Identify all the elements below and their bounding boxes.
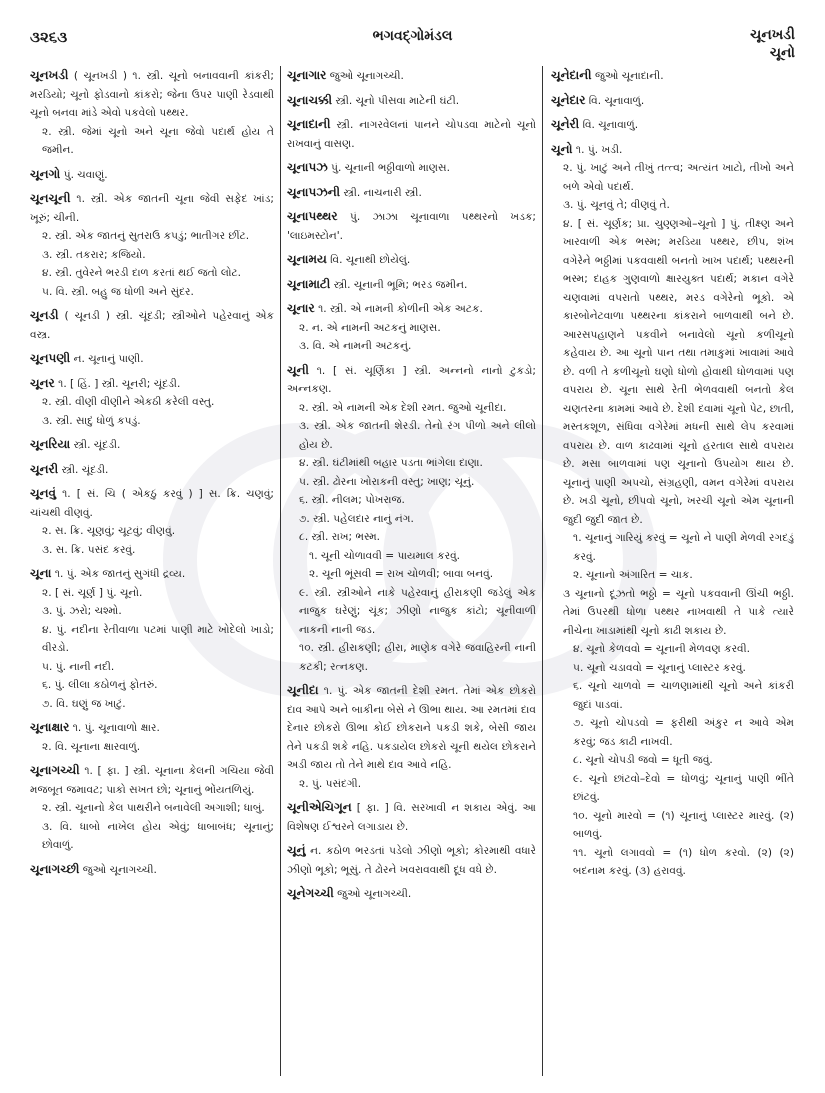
entry-sense [30, 412, 274, 431]
headword: ચૂનાપઝની [287, 184, 341, 199]
entry-sense [551, 770, 794, 807]
entry-sense [551, 529, 794, 566]
definition-text: પું. ચવાણું. [63, 168, 108, 181]
definition-text: ( ચૂનડી ) સ્ત્રી. ચૂંદડી; સ્ત્રીઓને પહેરવાનું એક વસ્ત્ર. [30, 310, 274, 341]
dictionary-entry [30, 306, 274, 344]
entry-sense [287, 473, 536, 492]
dictionary-entry [30, 718, 274, 756]
definition-text: ૭. સ્ત્રી. પહેલદાર નાનું નંગ. [299, 512, 414, 525]
entry-first-line [30, 165, 274, 185]
entry-sense [287, 547, 536, 566]
entry-first-line [287, 884, 536, 904]
definition-text: ૨. ચૂની ભૂંસવી = રાખ ચોળવી; બાવા બનવું. [309, 568, 494, 580]
definition-text: ૮. ચૂનો ચોપડી જવો = ધૂતી જવું. [573, 754, 713, 766]
dictionary-entry [551, 115, 794, 135]
entry-first-line [30, 761, 274, 799]
headword: ચૂનેગચ્ચી [287, 886, 334, 900]
definition-text: જુઓ ચૂનાગચ્ચી. [337, 888, 412, 900]
definition-text: ૧૦. સ્ત્રી. હીરાકણી; હીરા, માણેક વગેરે જવાહિરની નાની કટકી; રત્નકણ. [299, 642, 536, 673]
entry-first-line [551, 91, 794, 111]
entry-sense [287, 491, 536, 510]
definition-text: સ્ત્રી. ચૂનો પીસવા માટેની ઘંટી. [335, 94, 460, 107]
entry-first-line [30, 189, 274, 227]
definition-text: ૩. સ્ત્રી. તકરાર; કજિયો. [42, 248, 146, 261]
entry-sense [287, 319, 536, 338]
headword: ચૂનેદાની [551, 68, 592, 82]
definition-text: ૨. સ્ત્રી. એક જાતનું સુતરાઉ કપડું; ભાતીગર છીંટ. [42, 230, 250, 242]
definition-text: ૧. [ સં. ચિ ( એકઠું કરવું ) ] સ. ક્રિ. ચણવું; ચાંચથી વીણવું. [30, 488, 274, 519]
entry-sense [551, 640, 794, 659]
entry-first-line [287, 798, 536, 836]
entry-first-line [30, 374, 274, 394]
headword: ચૂનાર [287, 301, 315, 315]
definition-text: ૩. વિ. એ નામની અટકનું. [299, 340, 412, 352]
entry-sense [30, 227, 274, 246]
entry-sense [30, 799, 274, 818]
definition-text: ૨. પું. પસંદગી. [299, 777, 362, 790]
definition-text: ૧૧. ચૂનો લગાવવો = (૧) ધોળ કરવો. (૨) (૨) બદનામ કરવું. (૩) હરાવવું. [573, 846, 794, 877]
definition-text: ન. કઠોળ ભરડતાં પડેલો ઝીણો ભૂકો; કોરમાથી વધારે ઝીણો ભૂકો; ભૂસું. તે ઢોરને ખવરાવવાથી દૂધ વધે છે. [287, 845, 536, 876]
definition-text: ૩. વિ. ધાબો નાખેલ હોય એવું; ધાબાબંધ; ચૂનાનું; છોવાળું. [42, 820, 274, 851]
dictionary-entry [287, 250, 536, 270]
entry-sense [30, 264, 274, 283]
entry-first-line [287, 91, 536, 111]
entry-sense [30, 522, 274, 541]
definition-text: [ ફા. ] વિ. સરખાવી ન શકાય એવું. આ વિશેષણ ઈશ્વરને લગાડાય છે. [287, 802, 537, 833]
entry-sense [30, 283, 274, 302]
definition-text: ૪. સ્ત્રી. તુવેરને ભરડી દાળ કરતાં થઈ જતો લોટ. [42, 267, 242, 279]
dictionary-entry [551, 140, 794, 881]
dictionary-entry [30, 484, 274, 559]
guide-words [750, 26, 795, 62]
entry-first-line [30, 564, 274, 584]
entry-sense [30, 602, 274, 621]
entry-first-line [551, 140, 794, 160]
entry-first-line [551, 115, 794, 135]
headword: ચૂનાપથ્થર [287, 209, 338, 223]
entry-sense [287, 399, 536, 418]
page-header [0, 0, 825, 62]
entry-sense [30, 738, 274, 757]
headword: ચૂનાગાર [287, 68, 327, 82]
definition-text: સ્ત્રી. ચૂંદડી. [61, 463, 109, 476]
entry-sense [30, 658, 274, 677]
entry-sense [551, 677, 794, 714]
column-1 [30, 66, 280, 1076]
entry-first-line [30, 860, 274, 880]
entry-sense [30, 621, 274, 658]
dictionary-entry [287, 884, 536, 904]
entry-sense [287, 454, 536, 473]
entry-first-line [287, 250, 536, 270]
entry-sense [30, 541, 274, 560]
entry-first-line [30, 306, 274, 344]
dictionary-entry [30, 564, 274, 713]
definition-text: ન. ચૂનાનું પાણી. [73, 353, 144, 365]
entry-sense [287, 775, 536, 794]
dictionary-entry [30, 435, 274, 455]
definition-text: જુઓ ચૂનાગચ્ચી. [329, 70, 404, 82]
definition-text: ૧. [ હિં. ] સ્ત્રી. ચૂનરી; ચૂંદડી. [58, 377, 181, 390]
definition-text: ૨. સ. ક્રિ. ચૂણવું; ચૂટવું; વીણવું. [42, 525, 176, 537]
headword: ચૂનાગચ્છી [30, 861, 80, 876]
definition-text: ૨. વિ. ચૂનાના ક્ષારવાળું. [42, 740, 141, 753]
dictionary-entry [551, 66, 794, 86]
definition-text: ૪. ચૂનો કેળવવો = ચૂનાની મેળવણ કરવી. [573, 643, 751, 655]
definition-text: ૪. [ સં. ચૂર્ણક; પ્રા. ચુણ્ણઓ–ચૂનો ] પું. તીક્ષ્ણ અને ખારવાળી એક ભસ્મ; મરડિયા પથ્થર, છીપ, શંખ વગેરેને ભઠ્ઠીમાં પકવવાથી બનતો ખાખ પદાર્થ; પથ્થરની ભસ્મ; દાહક ગુણવાળો ક્ષારયુક્ત પદાર્થ; મકાન વગેરે ચણવામાં વપરાતો પથ્થર, મરડ વગેરેનો ભૂકો. એ કારબોનેટવાળા પથ્થરના કાંકરાને બાળવાથી બને છે. આરસપહાણને પકવીને બનાવેલો ચૂનો કળીચૂનો કહેવાય છે. આ ચૂનો પાન તથા તમાકુમાં ખાવામાં આવે છે. વળી તે કળીચૂનો ઘણો ધોળો હોવાથી ધોળવામાં પણ વપરાય છે. ચૂના સાથે રેતી ભેળવવાથી બનતો કેલ ચણતરના કામમાં આવે છે. દેશી દવામાં ચૂનો પેટ, છાતી, મસ્તકશૂળ, સંધિવા વગેરેમાં મધની સાથે લેપ કરવામાં વપરાય છે. વાળ કાઢવામાં ચૂનો હરતાલ સાથે વપરાય છે. મસા બાળવામાં પણ ચૂનાનો ઉપયોગ થાય છે. ચૂનાનું પાણી અપચો, સંગ્રહણી, વમન વગેરેમાં વપરાય છે. ખડી ચૂનો, છીપવો ચૂનો, ખરચી ચૂનો એમ ચૂનાની જુદી જુદી જાત છે. [563, 217, 794, 526]
entry-first-line [30, 66, 274, 123]
definition-text: ૭. વિ. ઘણું જ ખાટું. [42, 697, 126, 710]
entry-first-line [287, 183, 536, 203]
dictionary-entry [551, 91, 794, 111]
definition-text: ૫. પું. નાની નદી. [42, 660, 115, 673]
dictionary-entry [287, 183, 536, 203]
headword: ચૂનાક્ષાર [30, 720, 70, 734]
definition-text: ૩. સ. ક્રિ. પસંદ કરવું. [42, 543, 136, 556]
dictionary-entry [30, 66, 274, 160]
headword: ચૂનવું [30, 486, 57, 500]
definition-text: ૧. પું. એક જાતનું સુગંધી દ્રવ્ય. [54, 568, 186, 580]
headword: ચૂનર [30, 375, 55, 390]
entry-sense [551, 751, 794, 770]
dictionary-entry [287, 361, 536, 677]
entry-first-line [30, 435, 274, 455]
definition-text: ૭. ચૂનો ચોપડવો = ફરીથી અંકુર ન આવે એમ કરવું; જડ કાઢી નાખવી. [573, 717, 794, 748]
headword: ચૂનામાટી [287, 276, 331, 291]
definition-text: ૫. વિ. સ્ત્રી. બહુ જ ધોળી અને સુંદર. [42, 285, 194, 298]
entry-first-line [287, 158, 536, 178]
definition-text: જુઓ ચૂનાગચ્ચી. [82, 863, 157, 876]
headword: ચૂનાચક્કી [287, 92, 333, 107]
definition-text: ૨. સ્ત્રી. જેમાં ચૂનો અને ચૂના જેવો પદાર્થ હોય તે જમીન. [42, 125, 274, 156]
dictionary-entry [30, 761, 274, 855]
definition-text: ૧. પું. ખડી. [575, 143, 623, 156]
definition-text: વિ. ચૂનાથી છોયેલું. [330, 254, 411, 266]
column-3 [542, 66, 800, 1076]
entry-first-line [287, 841, 536, 879]
headword: ચૂનરી [30, 461, 59, 476]
headword: ચૂનડી [30, 308, 59, 322]
definition-text: ૧. સ્ત્રી. એક જાતની ચૂના જેવી સફેદ ખાંડ; ખૂરું; ચીની. [30, 193, 275, 224]
definition-text: ૧. પું. એક જાતની દેશી રમત. તેમાં એક છોકરો દાવ આપે અને બાકીના બેસે ને ઊભા થાય. આ રમતમાં દાવ દેનાર છોકરો ઊભા કોઈ છોકરાને પકડી શકે, બેસી જાય તેને પકડી શકે નહિ. પકડાયેલ છોકરો ચૂની થયેલ છોકરાને અડી જાય તો તેને માથે દાવ આવે નહિ. [287, 685, 536, 771]
definition-text: ૯. સ્ત્રી. સ્ત્રીઓને નાકે પહેરવાનું હીરાકણી જડેલું એક નાજુક ઘરેણું; ચૂંક; ઝીણો નાજુક કાંટો; ચૂનીવાળી નાકની નાની જડ. [299, 586, 536, 636]
headword: ચૂનું [287, 843, 306, 857]
definition-text: ૨. [ સં. ચૂર્ણ ] પું. ચૂનો. [42, 586, 143, 599]
entry-sense [30, 393, 274, 412]
headword: ચૂનખડી [30, 68, 69, 82]
definition-text: ૧૦. ચૂનો મારવો = (૧) ચૂનાનું પ્લાસ્ટર મારવું. (૨) બાળવું. [573, 809, 794, 840]
entry-sense [30, 584, 274, 603]
definition-text: ૪. સ્ત્રી. ઘંટીમાંથી બહાર પડતા ભાંગેલા દાણા. [299, 457, 483, 469]
dictionary-entry [30, 349, 274, 369]
entry-first-line [30, 718, 274, 738]
definition-text: ૨. સ્ત્રી. એ નામની એક દેશી રમત. જુઓ ચૂનીદા. [299, 401, 507, 414]
headword: ચૂનીદા [287, 683, 319, 697]
entry-first-line [287, 207, 536, 245]
definition-text: ૫. સ્ત્રી. ઢોરના ખોરાકની વસ્તુ; ખાણ; ચૂનું. [299, 475, 475, 488]
definition-text: ૯. ચૂનો છાંટવો–દેવો = ધોળવું; ચૂનાનું પાણી ભીંતે છાંટવું. [573, 772, 794, 803]
headword: ચૂનરિયા [30, 437, 71, 451]
entry-sense [287, 510, 536, 529]
headword: ચૂની [287, 362, 309, 377]
definition-text: ( ચૂનખડી ) ૧. સ્ત્રી. ચૂનો બનાવવાની કાંકરી; મરડિયો; ચૂનો ફોડવાનો કાંકરો; જેના ઉપર પાણી રેડવાથી ચૂનો બનવા માંડે એવો પકવેલો પથ્થર. [30, 70, 274, 119]
headword: ચૂનીએચિગૂન [287, 800, 352, 814]
definition-text: વિ. ચૂનાવાળું. [588, 94, 645, 107]
definition-text: ૩. પું. ચૂનવું તે; વીણવું તે. [563, 199, 670, 211]
definition-text: ૮. સ્ત્રી. રાખ; ભસ્મ. [299, 531, 381, 543]
page-number: ૩૨૬૩ [30, 28, 68, 46]
entry-sense [551, 659, 794, 678]
definition-text: ૧. ચૂનાનું ગારિયું કરવું = ચૂનો ને પાણી મેળવી રગદડું કરવું. [573, 532, 794, 563]
definition-text: સ્ત્રી. ચૂનાની ભૂમિ; ભરડ જમીન. [333, 278, 468, 291]
headword: ચૂનાપઝ [287, 160, 328, 174]
headword: ચૂનપણી [30, 351, 71, 365]
entry-sense [287, 584, 536, 640]
dictionary-entry [287, 275, 536, 295]
definition-text: ૫. ચૂનો ચડાવવો = ચૂનાનું પ્લાસ્ટર કરવું. [573, 661, 746, 674]
entry-sense [551, 844, 794, 881]
headword: ચૂનાદાની [287, 117, 331, 131]
dictionary-entry [30, 189, 274, 301]
definition-text: ૧. સ્ત્રી. એ નામની કોળીની એક અટક. [318, 303, 483, 315]
dictionary-entry [30, 374, 274, 431]
entry-sense [30, 123, 274, 160]
definition-text: ૨. પું. ખાટું અને તીખું તત્ત્વ; અત્યંત ખાટો, તીખો અને બળે એવો પદાર્થ. [563, 162, 794, 193]
definition-text: સ્ત્રી. ચૂંદડી. [73, 439, 121, 451]
entry-first-line [287, 361, 536, 399]
definition-text: ૩. પું. ઝરો; ચશ્મો. [42, 605, 122, 617]
dictionary-entry [287, 681, 536, 793]
entry-sense [551, 566, 794, 585]
entry-sense [287, 565, 536, 584]
definition-text: પું. ઝાઝા ચૂનાવાળા પથ્થરનો ખડક; 'લાઇમસ્ટોન'. [287, 211, 536, 242]
entry-sense [287, 337, 536, 356]
dictionary-entry [287, 158, 536, 178]
entry-sense [30, 695, 274, 714]
definition-text: ૧. ચૂની ચોળાવવી = પાયમાલ કરવું. [309, 549, 461, 562]
dictionary-entry [287, 798, 536, 836]
entry-sense [551, 807, 794, 844]
entry-first-line [30, 349, 274, 369]
entry-first-line [287, 66, 536, 86]
entry-sense [287, 639, 536, 676]
entry-sense [551, 159, 794, 196]
headword: ચૂનામય [287, 252, 327, 266]
entry-sense [287, 528, 536, 547]
dictionary-entry [287, 66, 536, 86]
entry-first-line [287, 299, 536, 319]
definition-text: સ્ત્રી. નાગરવેલનાં પાનને ચોપડવા માટેનો ચૂનો રાખવાનું વાસણ. [287, 119, 536, 150]
definition-text: સ્ત્રી. નાચનારી સ્ત્રી. [343, 186, 422, 199]
dictionary-entry [30, 460, 274, 480]
definition-text: ૧. [ સં. ચૂર્ણિકા ] સ્ત્રી. અન્નનો નાનો ટુકડો; અન્નકણ. [287, 364, 536, 395]
book-title: ભગવદ્ગોમંડલ [372, 28, 453, 44]
entry-sense [287, 417, 536, 454]
dictionary-entry [30, 165, 274, 185]
entry-sense [551, 215, 794, 530]
dictionary-entry [287, 91, 536, 111]
headword: ચૂનેરી [551, 117, 580, 131]
definition-text: ૩ ચૂનાનો દૂઝતો ભઠ્ઠો = ચૂનો પકવવાની ઊંચી ભઠ્ઠી. તેમાં ઉપરથી ધોળા પથ્થર નાખવાથી તે પાકે ત્યારે નીચેના ખાડામાંથી ચૂનો કાઢી શકાય છે. [563, 587, 794, 637]
entry-sense [551, 196, 794, 215]
definition-text: ૨. સ્ત્રી. ચૂનાનો કેલ પાથરીને બનાવેલી અગાશી; ધાબું. [42, 802, 265, 814]
dictionary-entry [30, 860, 274, 880]
definition-text: પું. ચૂનાની ભઠ્ઠીવાળો માણસ. [331, 162, 450, 174]
entry-sense [30, 676, 274, 695]
entry-first-line [551, 66, 794, 86]
definition-text: ૨. ન. એ નામની અટકનું માણસ. [299, 321, 441, 334]
dictionary-entry [287, 841, 536, 879]
definition-text: ૨. સ્ત્રી. વીણી વીણીને એકઠી કરેલી વસ્તુ. [42, 396, 215, 408]
definition-text: ૧. [ ફા. ] સ્ત્રી. ચૂનાના કેલની ગચિયા જેવી મજબૂત જમાવટ; પાકો સખત છો; ચૂનાનું ભોંયતળિયું. [30, 765, 274, 796]
definition-text: ૨. ચૂનાનો અંગારિત = ચાક. [573, 569, 693, 581]
definition-text: ૪. પું. નદીના રેતીવાળા પટમાં પાણી માટે ખોદેલો ખાડો; વીરડો. [42, 623, 274, 654]
entry-first-line [287, 115, 536, 153]
entry-first-line [287, 275, 536, 295]
column-2 [280, 66, 542, 1076]
dictionary-columns [30, 66, 800, 1076]
definition-text: ૬. પું. લીલા કઠોળનું ફોતરું. [42, 679, 158, 691]
headword: ચૂનેદાર [551, 92, 586, 107]
dictionary-entry [287, 115, 536, 153]
entry-sense [551, 585, 794, 641]
entry-first-line [287, 681, 536, 775]
definition-text: ૬. સ્ત્રી. નીલમ; પોખરાજ. [299, 494, 405, 506]
definition-text: ૧. પું. ચૂનાવાળો ક્ષાર. [72, 722, 160, 734]
dictionary-entry [287, 207, 536, 245]
headword: ચૂના [30, 566, 52, 580]
headword: ચૂનગો [30, 166, 61, 181]
headword: ચૂનાગચ્ચી [30, 763, 80, 777]
entry-first-line [30, 484, 274, 522]
headword: ચૂનો [551, 141, 573, 156]
definition-text: જુઓ ચૂનાદાની. [594, 70, 664, 82]
entry-first-line [30, 460, 274, 480]
headword: ચૂનચૂની [30, 191, 71, 205]
definition-text: ૩. સ્ત્રી. એક જાતની શેરડી. તેનો રંગ પીળો અને લીલો હોય છે. [299, 420, 536, 451]
definition-text: ૬. ચૂનો ચાળવો = ચાળણામાંથી ચૂનો અને કાંકરી જુદાં પાડવાં. [573, 680, 794, 711]
guide-word-last: ચૂનો [769, 45, 795, 61]
entry-sense [551, 714, 794, 751]
guide-word-first: ચૂનખડી [750, 27, 795, 43]
entry-sense [30, 818, 274, 855]
dictionary-entry [287, 299, 536, 356]
definition-text: વિ. ચૂનાવાળું. [582, 119, 639, 131]
definition-text: ૩. સ્ત્રી. સાદું ધોળું કપડું. [42, 414, 141, 427]
entry-sense [30, 246, 274, 265]
